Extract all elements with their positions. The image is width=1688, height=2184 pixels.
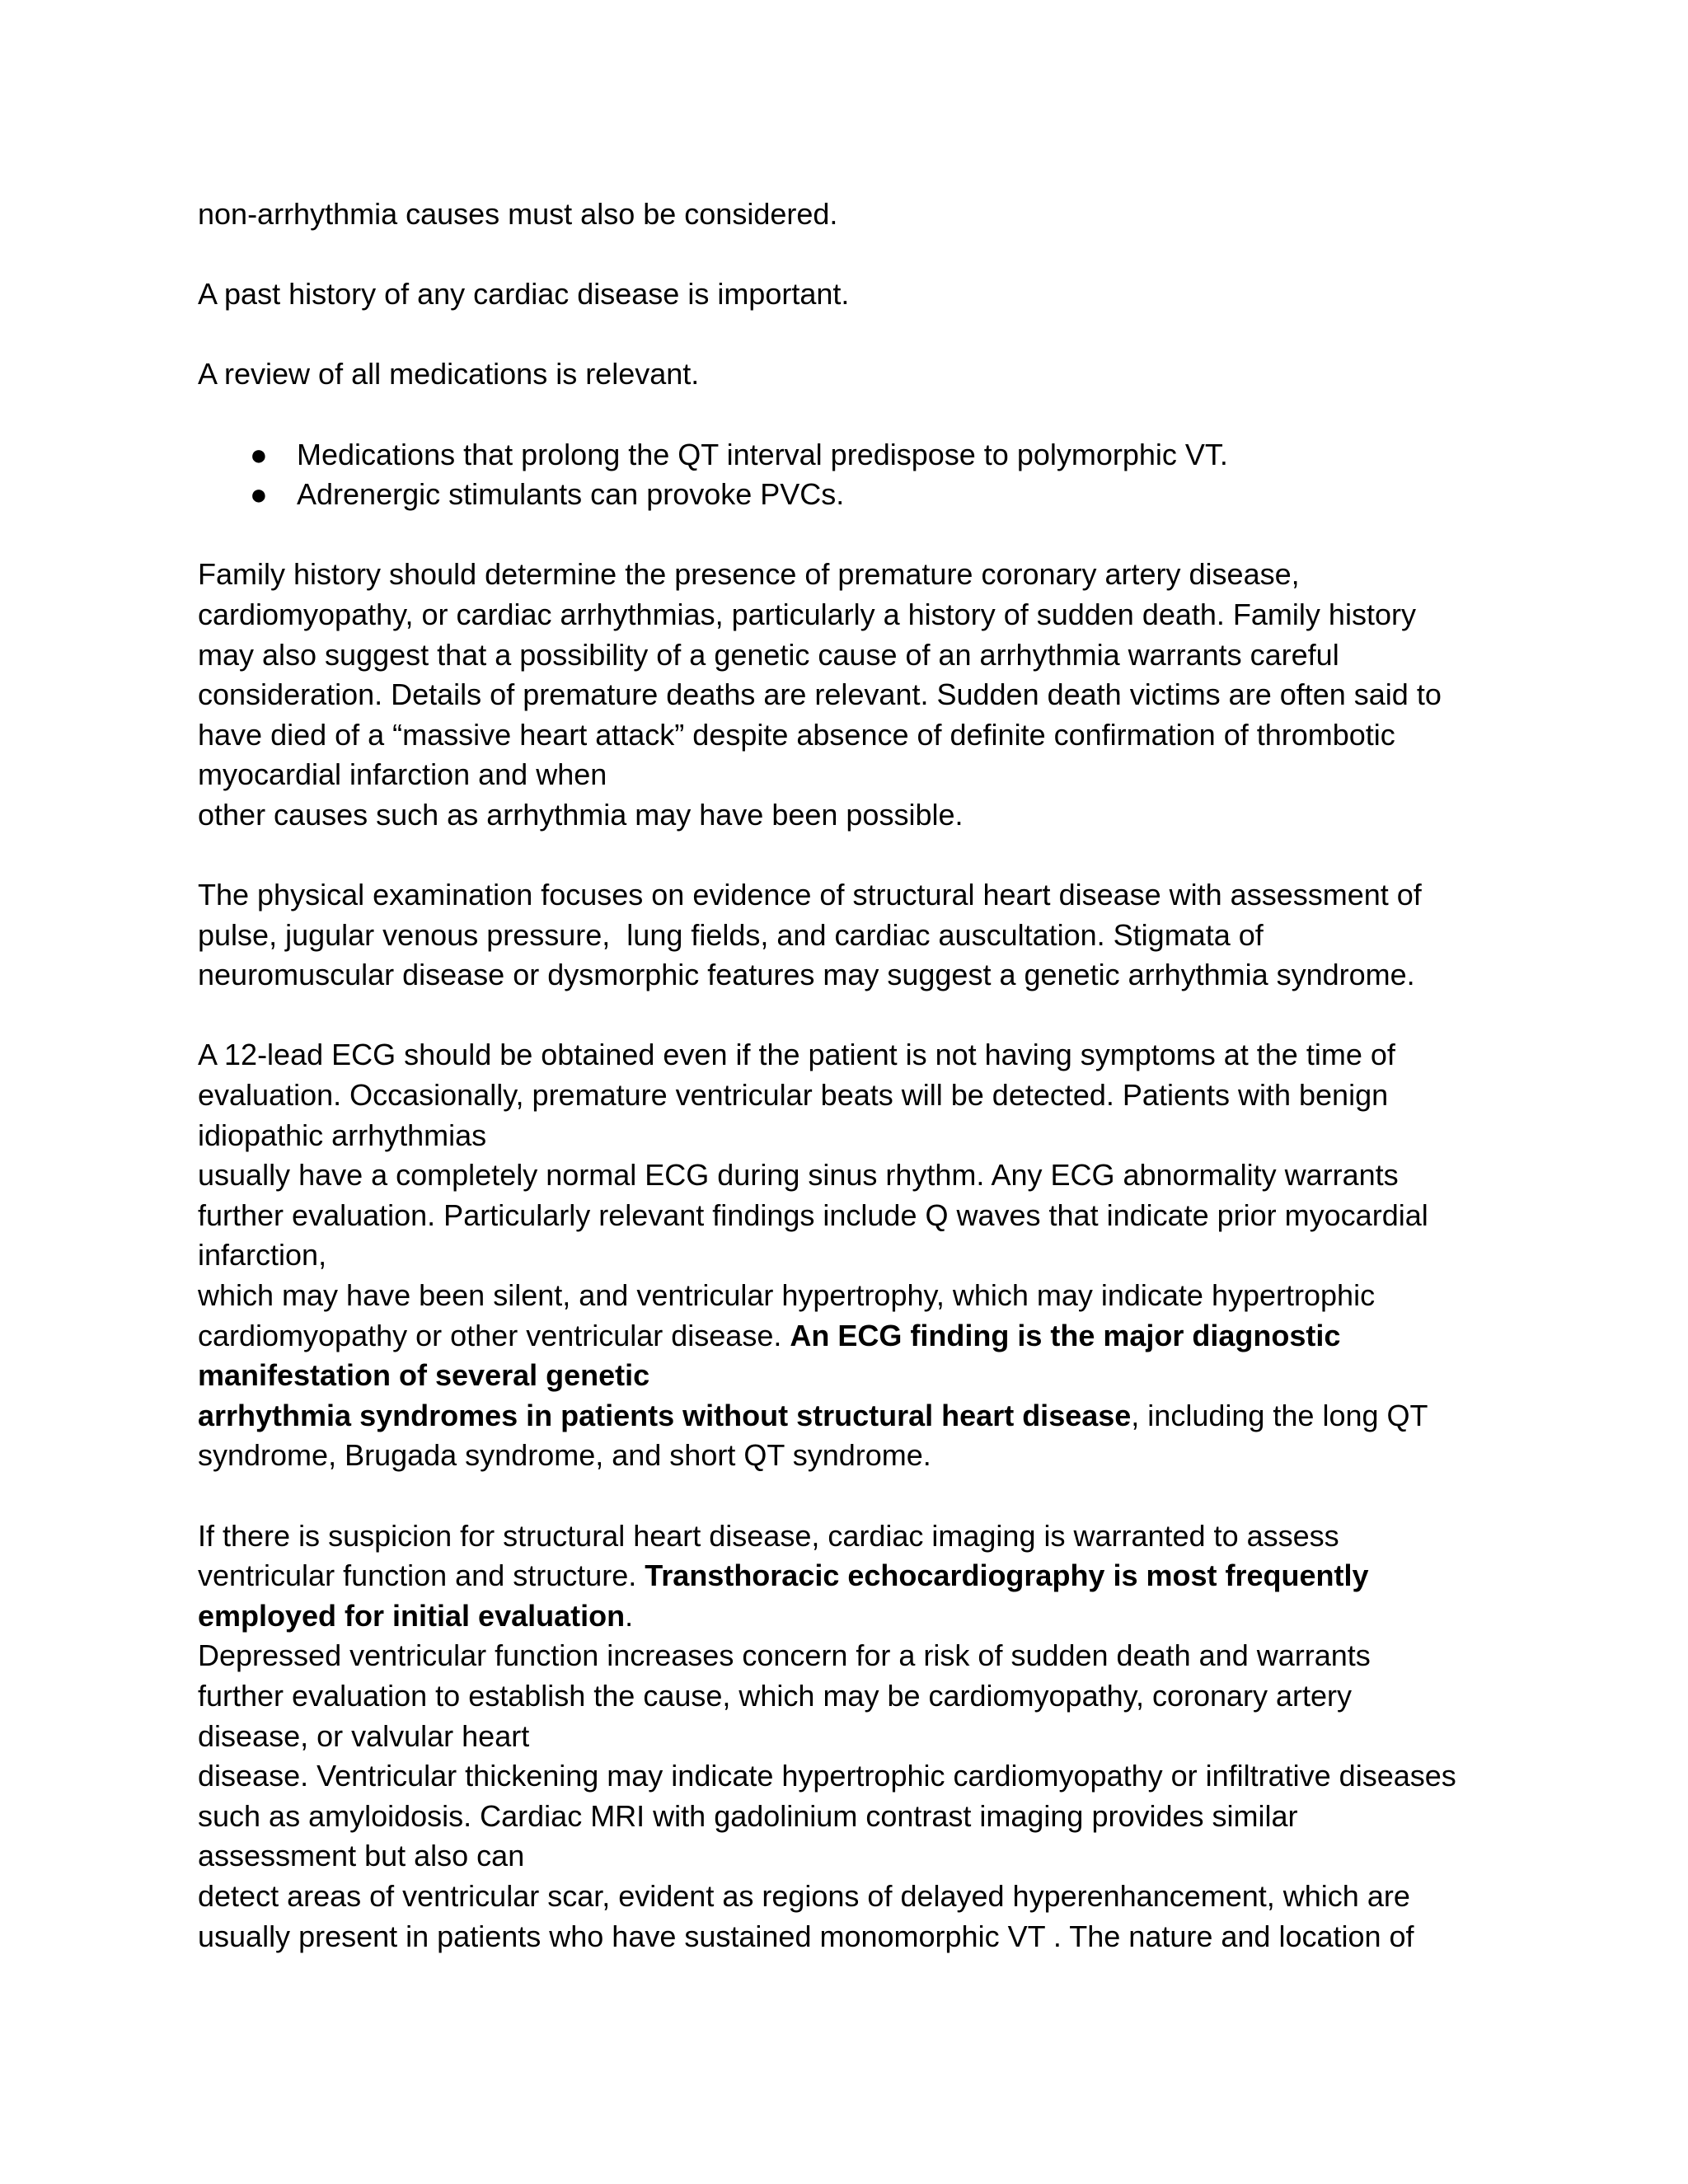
list-item-text: Adrenergic stimulants can provoke PVCs. xyxy=(297,477,845,512)
text-line: other causes such as arrhythmia may have been possible. xyxy=(198,797,964,832)
text-line: further evaluation to establish the cause, which may be cardiomyopathy, coronary artery xyxy=(198,1678,1353,1713)
text-line: If there is suspicion for structural heart disease, cardiac imaging is warranted to assess xyxy=(198,1518,1339,1553)
text-bold: employed for initial evaluation xyxy=(198,1598,626,1633)
text-line: Depressed ventricular function increases concern for a risk of sudden death and warrants xyxy=(198,1638,1371,1673)
text-line: evaluation. Occasionally, premature ventricular beats will be detected. Patients with benign xyxy=(198,1078,1389,1113)
bullet-icon: ● xyxy=(250,477,268,512)
text-normal: cardiomyopathy or other ventricular disease. xyxy=(198,1318,790,1352)
text-line: myocardial infarction and when xyxy=(198,757,607,792)
text-line: may also suggest that a possibility of a genetic cause of an arrhythmia warrants careful xyxy=(198,637,1339,672)
text-line xyxy=(198,1596,1517,1637)
text-bold: Transthoracic echocardiography is most frequently xyxy=(645,1558,1369,1593)
text-line: disease. Ventricular thickening may indicate hypertrophic cardiomyopathy or infiltrative diseases xyxy=(198,1759,1456,1793)
text-line: infarction, xyxy=(198,1238,327,1272)
text-line: consideration. Details of premature deaths are relevant. Sudden death victims are often said to xyxy=(198,677,1442,712)
paragraph-medications xyxy=(198,354,1517,395)
text-line: neuromuscular disease or dysmorphic features may suggest a genetic arrhythmia syndrome. xyxy=(198,958,1415,992)
text-line: detect areas of ventricular scar, evident as regions of delayed hyperenhancement, which are xyxy=(198,1878,1410,1913)
text-normal: , including the long QT xyxy=(1131,1398,1428,1432)
list-item xyxy=(198,435,1517,476)
text-line: have died of a “massive heart attack” despite absence of definite confirmation of thrombotic xyxy=(198,717,1395,752)
list-item-text: Medications that prolong the QT interval predispose to polymorphic VT. xyxy=(297,437,1228,471)
text-line: such as amyloidosis. Cardiac MRI with gadolinium contrast imaging provides similar xyxy=(198,1798,1298,1833)
paragraph-past-history xyxy=(198,274,1517,315)
text-line: pulse, jugular venous pressure, lung fields, and cardiac auscultation. Stigmata of xyxy=(198,917,1264,952)
text-line xyxy=(198,1316,1517,1357)
text-line: which may have been silent, and ventricular hypertrophy, which may indicate hypertrophic xyxy=(198,1278,1376,1313)
text-line: A review of all medications is relevant. xyxy=(198,357,700,391)
paragraph-physical-exam xyxy=(198,875,1517,996)
text-bold: An ECG finding is the major diagnostic xyxy=(790,1318,1341,1352)
text-line: non-arrhythmia causes must also be considered. xyxy=(198,197,838,231)
bullet-icon: ● xyxy=(250,437,268,471)
paragraph-ecg xyxy=(198,1035,1517,1476)
document-body xyxy=(198,194,1517,1997)
text-line-bold: manifestation of several genetic xyxy=(198,1358,650,1393)
text-line xyxy=(198,1396,1517,1436)
paragraph-imaging xyxy=(198,1516,1517,1957)
text-line: usually have a completely normal ECG during sinus rhythm. Any ECG abnormality warrants xyxy=(198,1158,1399,1193)
paragraph-non-arrhythmia xyxy=(198,194,1517,235)
text-normal: ventricular function and structure. xyxy=(198,1558,645,1593)
text-line: syndrome, Brugada syndrome, and short QT syndrome. xyxy=(198,1438,931,1473)
text-line: A 12-lead ECG should be obtained even if the patient is not having symptoms at the time of xyxy=(198,1038,1395,1072)
text-line: cardiomyopathy, or cardiac arrhythmias, particularly a history of sudden death. Family history xyxy=(198,597,1416,631)
text-line: disease, or valvular heart xyxy=(198,1718,530,1753)
text-normal: . xyxy=(625,1598,634,1633)
text-line: assessment but also can xyxy=(198,1839,525,1873)
text-line: idiopathic arrhythmias xyxy=(198,1118,487,1152)
list-item xyxy=(198,475,1517,515)
text-line: Family history should determine the presence of premature coronary artery disease, xyxy=(198,557,1300,592)
text-line: further evaluation. Particularly relevant findings include Q waves that indicate prior myocardial xyxy=(198,1197,1428,1232)
text-line: A past history of any cardiac disease is important. xyxy=(198,277,850,312)
text-bold: arrhythmia syndromes in patients without structural heart disease xyxy=(198,1398,1132,1432)
paragraph-family-history xyxy=(198,555,1517,835)
medications-bullet-list xyxy=(198,435,1517,515)
text-line xyxy=(198,1556,1517,1596)
text-line: The physical examination focuses on evidence of structural heart disease with assessment of xyxy=(198,878,1422,912)
text-line: usually present in patients who have sustained monomorphic VT . The nature and location of xyxy=(198,1919,1414,1953)
